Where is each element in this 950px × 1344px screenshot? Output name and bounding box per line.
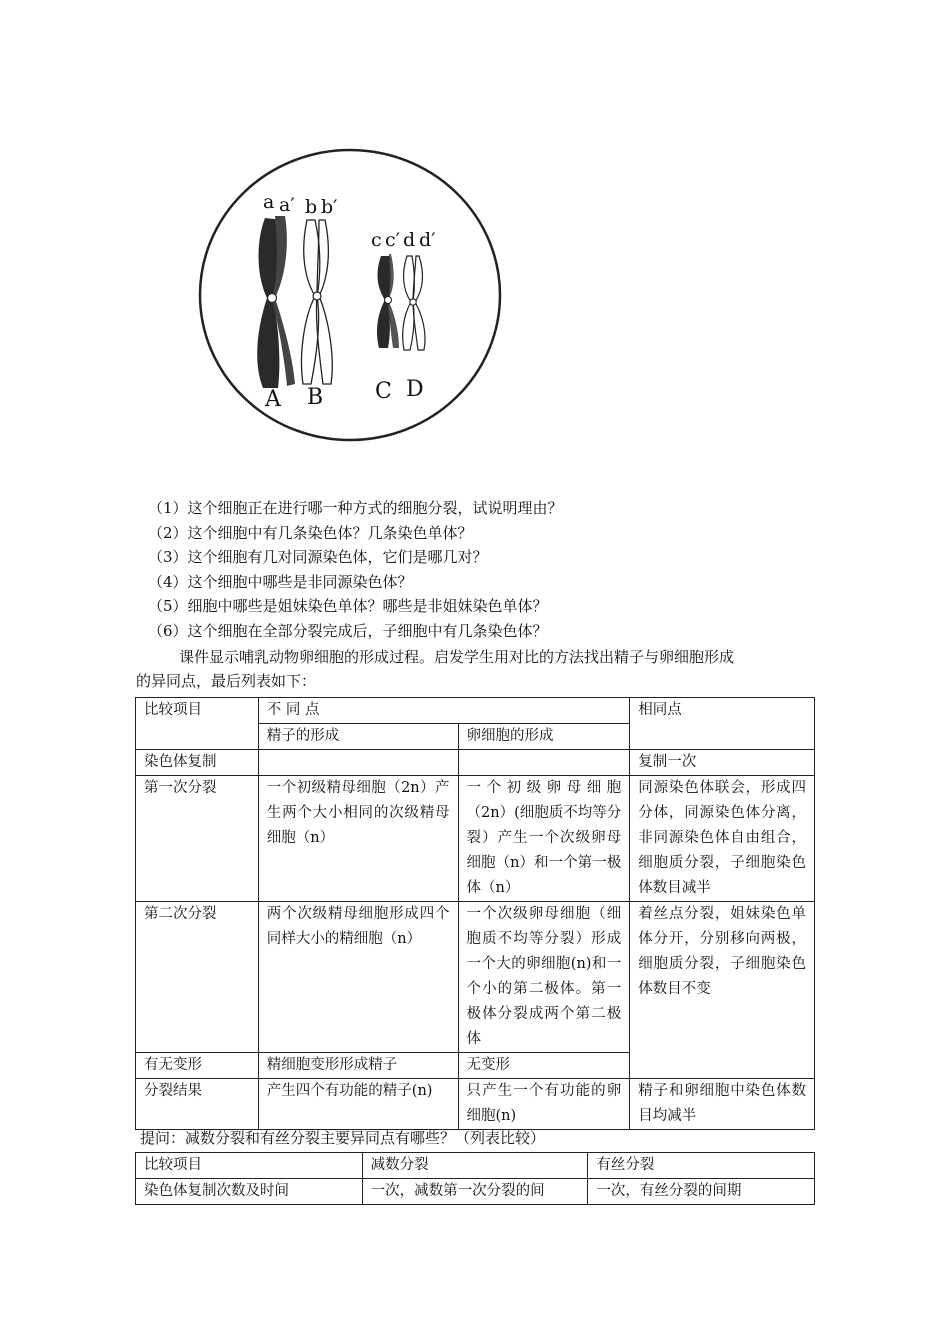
cell-item: 第一次分裂 bbox=[136, 776, 259, 902]
centromere-A bbox=[268, 294, 277, 303]
question-item: （6）这个细胞在全部分裂完成后，子细胞中有几条染色体？ bbox=[148, 621, 548, 640]
chromatid-b-prime bbox=[316, 220, 332, 384]
label-b-prime: b′ bbox=[321, 196, 338, 218]
table-row bbox=[136, 902, 815, 1053]
label-d: d bbox=[403, 229, 416, 251]
header-mitosis: 有丝分裂 bbox=[588, 1153, 815, 1179]
comparison-table-sperm-egg bbox=[135, 697, 815, 1130]
centromere-D bbox=[410, 299, 416, 305]
header-egg: 卵细胞的形成 bbox=[458, 724, 630, 750]
label-A: A bbox=[265, 387, 281, 412]
table-row bbox=[136, 1179, 815, 1205]
question-item: （4）这个细胞中哪些是非同源染色体？ bbox=[148, 572, 413, 591]
cell-egg: 无变形 bbox=[458, 1053, 630, 1079]
cell-diagram bbox=[195, 148, 505, 448]
table-row bbox=[136, 750, 815, 776]
header-differences: 不 同 点 bbox=[258, 698, 629, 724]
question-meiosis-vs-mitosis: 提问：减数分裂和有丝分裂主要异同点有哪些？（列表比较） bbox=[140, 1129, 546, 1147]
paragraph-line: 的异同点，最后列表如下： bbox=[136, 672, 317, 690]
cell-same: 复制一次 bbox=[630, 750, 815, 776]
label-B: B bbox=[307, 385, 324, 410]
cell-item: 染色体复制 bbox=[136, 750, 259, 776]
cell-sperm: 一个初级精母细胞（2n）产生两个大小相同的次级精母细胞（n） bbox=[258, 776, 458, 902]
table-row bbox=[136, 1079, 815, 1130]
label-a-prime: a′ bbox=[279, 194, 295, 216]
cell-sperm: 精细胞变形形成精子 bbox=[258, 1053, 458, 1079]
cell-same: 精子和卵细胞中染色体数目均减半 bbox=[630, 1079, 815, 1130]
intro-paragraph bbox=[136, 645, 816, 693]
cell-sperm: 产生四个有功能的精子(n) bbox=[258, 1079, 458, 1130]
centromere-B bbox=[313, 292, 321, 300]
cell-meiosis: 一次，减数第一次分裂的间 bbox=[362, 1179, 588, 1205]
label-c: c bbox=[371, 229, 382, 251]
question-item: （3）这个细胞有几对同源染色体，它们是哪几对？ bbox=[148, 548, 488, 566]
cell-item: 第二次分裂 bbox=[136, 902, 259, 1053]
label-C: C bbox=[375, 379, 392, 404]
cell-figure bbox=[195, 148, 505, 448]
cell-membrane bbox=[200, 150, 500, 440]
question-item: （2）这个细胞中有几条染色体？几条染色单体？ bbox=[148, 523, 473, 542]
label-b: b bbox=[305, 196, 318, 218]
table-row bbox=[136, 776, 815, 902]
cell-item: 分裂结果 bbox=[136, 1079, 259, 1130]
cell-sperm: 两个次级精母细胞形成四个同样大小的精细胞（n） bbox=[258, 902, 458, 1053]
cell-egg: 一个初级卵母细胞（2n）(细胞质不均等分裂）产生一个次级卵母细胞（n）和一个第一极体（n） bbox=[458, 776, 630, 902]
label-a: a bbox=[263, 191, 275, 213]
header-sperm: 精子的形成 bbox=[258, 724, 458, 750]
label-D: D bbox=[406, 377, 424, 402]
comparison-table-meiosis-mitosis bbox=[135, 1152, 815, 1205]
header-item: 比较项目 bbox=[136, 1153, 363, 1179]
cell-mitosis: 一次，有丝分裂的间期 bbox=[588, 1179, 815, 1205]
cell-sperm bbox=[258, 750, 458, 776]
cell-egg bbox=[458, 750, 630, 776]
question-item: （1）这个细胞正在进行哪一种方式的细胞分裂，试说明理由？ bbox=[148, 499, 563, 517]
cell-same: 同源染色体联会，形成四分体，同源染色体分离，非同源染色体自由组合，细胞质分裂，子细胞染色体数目减半 bbox=[630, 776, 815, 902]
label-c-prime: c′ bbox=[385, 229, 400, 251]
cell-egg: 一个次级卵母细胞（细胞质不均等分裂）形成一个大的卵细胞(n)和一个小的第二极体。第一极体分裂成两个第二极体 bbox=[458, 902, 630, 1053]
question-list bbox=[148, 496, 563, 643]
question-item: （5）细胞中哪些是姐妹染色单体？哪些是非姐妹染色单体？ bbox=[148, 597, 548, 615]
cell-egg: 只产生一个有功能的卵细胞(n) bbox=[458, 1079, 630, 1130]
header-item: 比较项目 bbox=[136, 698, 259, 750]
cell-same: 着丝点分裂，姐妹染色单体分开，分别移向两极，细胞质分裂，子细胞染色体数目不变 bbox=[630, 902, 815, 1079]
paragraph-line: 课件显示哺乳动物卵细胞的形成过程。启发学生用对比的方法找出精子与卵细胞形成 bbox=[179, 648, 735, 666]
cell-item: 有无变形 bbox=[136, 1053, 259, 1079]
header-meiosis: 减数分裂 bbox=[362, 1153, 588, 1179]
header-similarities: 相同点 bbox=[630, 698, 815, 750]
centromere-C bbox=[385, 297, 392, 304]
cell-item: 染色体复制次数及时间 bbox=[136, 1179, 363, 1205]
label-d-prime: d′ bbox=[419, 229, 436, 251]
